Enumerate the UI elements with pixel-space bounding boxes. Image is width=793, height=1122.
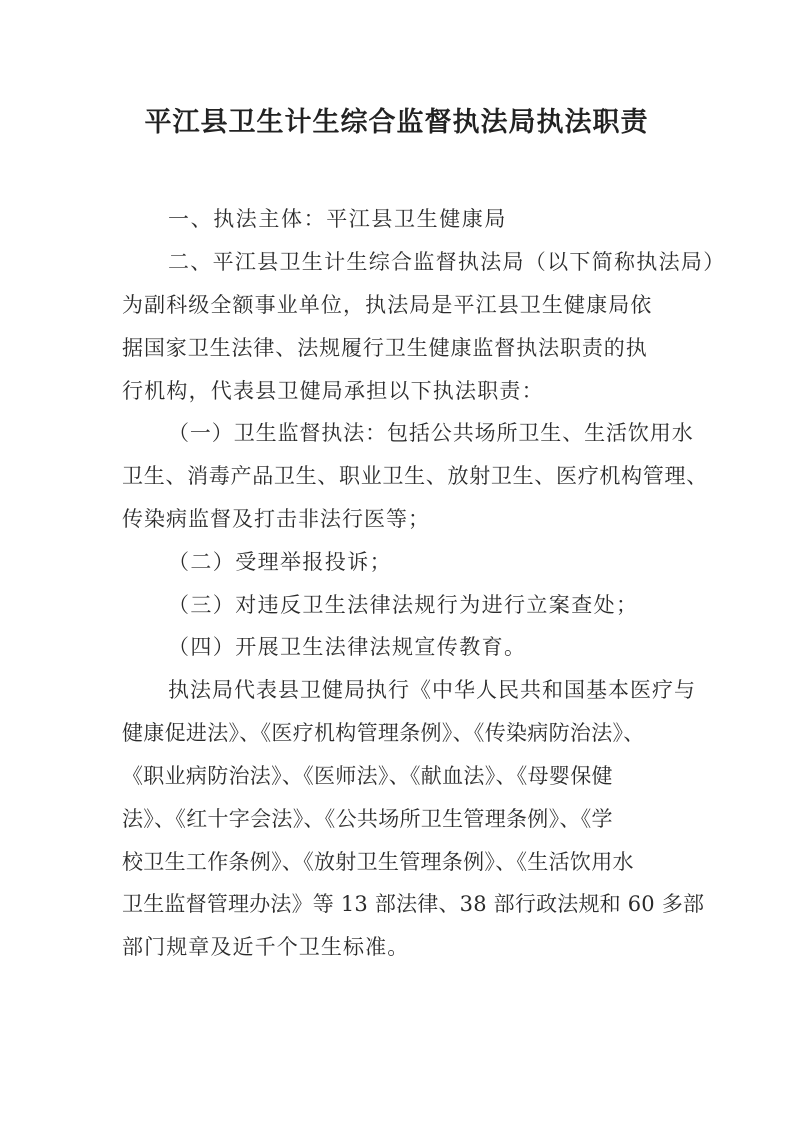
document-title: 平江县卫生计生综合监督执法局执法职责 <box>144 107 649 138</box>
paragraph-line: 行机构，代表县卫健局承担以下执法职责： <box>122 379 544 403</box>
paragraph-line: 健康促进法》、《医疗机构管理条例》、《传染病防治法》、 <box>122 721 645 745</box>
paragraph-line-laws: 执法局代表县卫健局执行《中华人民共和国基本医疗与 <box>168 678 696 702</box>
paragraph-line: 二、平江县卫生计生综合监督执法局（以下简称执法局） <box>168 250 726 274</box>
paragraph-line: 卫生监督管理办法》等 13 部法律、38 部行政法规和 60 多部 <box>122 892 705 916</box>
paragraph-line: 为副科级全额事业单位，执法局是平江县卫生健康局依 <box>122 293 653 317</box>
paragraph-line: 卫生、消毒产品卫生、职业卫生、放射卫生、医疗机构管理、 <box>122 464 708 488</box>
paragraph-line: 校卫生工作条例》、《放射卫生管理条例》、《生活饮用水 <box>122 850 634 874</box>
paragraph-line: 部门规章及近千个卫生标准。 <box>122 935 410 959</box>
duty-item-3: （三）对违反卫生法律法规行为进行立案查处； <box>168 593 639 617</box>
paragraph-line: 《职业病防治法》、《医师法》、《献血法》、《母婴保健 <box>122 764 613 788</box>
paragraph-line: 据国家卫生法律、法规履行卫生健康监督执法职责的执 <box>122 336 648 360</box>
paragraph-line: 传染病监督及打击非法行医等； <box>122 507 430 531</box>
paragraph-line-enforcement-subject: 一、执法主体：平江县卫生健康局 <box>168 207 507 231</box>
duty-item-4: （四）开展卫生法律法规宣传教育。 <box>168 635 527 659</box>
duty-item-1: （一）卫生监督执法：包括公共场所卫生、生活饮用水 <box>168 421 694 445</box>
paragraph-line: 法》、《红十字会法》、《公共场所卫生管理条例》、《学 <box>122 807 613 831</box>
duty-item-2: （二）受理举报投诉； <box>168 550 392 574</box>
